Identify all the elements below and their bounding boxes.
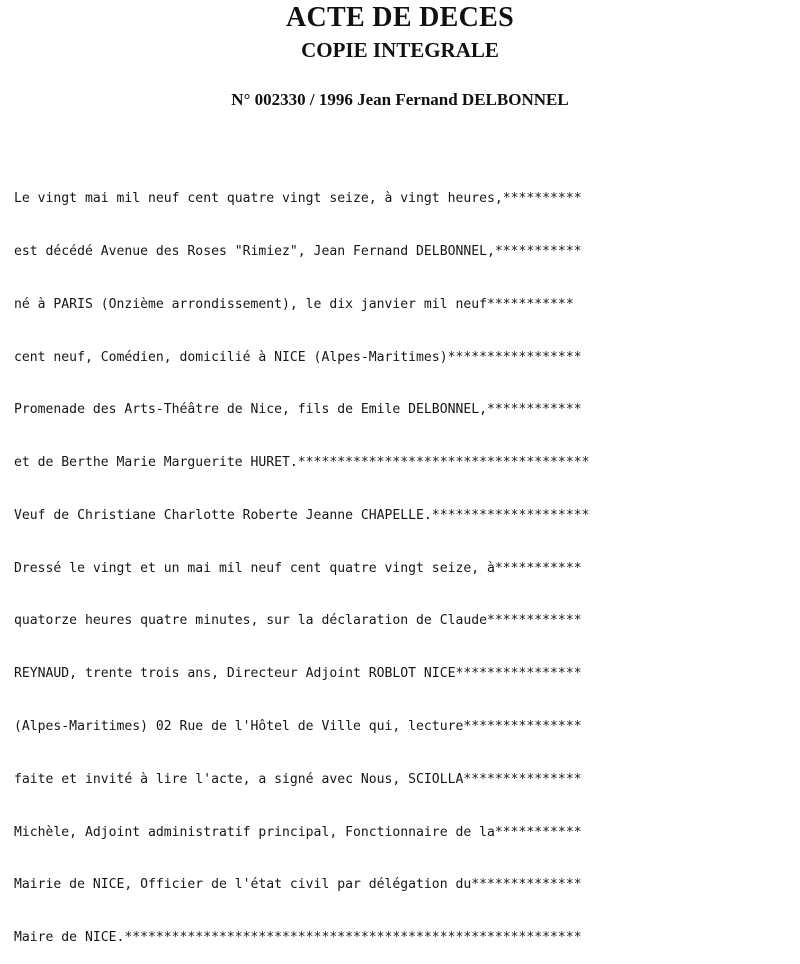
- body-line: Le vingt mai mil neuf cent quatre vingt seize, à vingt heures,**********: [14, 191, 582, 207]
- document-title: ACTE DE DECES: [286, 2, 514, 33]
- document-subtitle: COPIE INTEGRALE: [301, 38, 499, 62]
- body-line: Maire de NICE.**********************************************************: [14, 930, 582, 946]
- body-line: cent neuf, Comédien, domicilié à NICE (Alpes-Maritimes)*****************: [14, 349, 582, 365]
- body-line: quatorze heures quatre minutes, sur la déclaration de Claude************: [14, 613, 582, 629]
- body-line: et de Berthe Marie Marguerite HURET.*************************************: [14, 455, 590, 471]
- body-line: Dressé le vingt et un mai mil neuf cent quatre vingt seize, à***********: [14, 560, 582, 576]
- body-line: est décédé Avenue des Roses "Rimiez", Jean Fernand DELBONNEL,***********: [14, 243, 582, 259]
- body-line: REYNAUD, trente trois ans, Directeur Adjoint ROBLOT NICE****************: [14, 666, 582, 682]
- document-reference: N° 002330 / 1996 Jean Fernand DELBONNEL: [231, 90, 569, 109]
- body-line: Promenade des Arts-Théâtre de Nice, fils de Emile DELBONNEL,************: [14, 402, 582, 418]
- body-line: Michèle, Adjoint administratif principal, Fonctionnaire de la***********: [14, 824, 582, 840]
- document-body: [14, 155, 794, 964]
- body-line: Veuf de Christiane Charlotte Roberte Jeanne CHAPELLE.********************: [14, 507, 590, 523]
- body-line: Mairie de NICE, Officier de l'état civil par délégation du**************: [14, 877, 582, 893]
- body-line: né à PARIS (Onzième arrondissement), le dix janvier mil neuf***********: [14, 296, 574, 312]
- body-line: (Alpes-Maritimes) 02 Rue de l'Hôtel de Ville qui, lecture***************: [14, 719, 582, 734]
- body-line: faite et invité à lire l'acte, a signé avec Nous, SCIOLLA***************: [14, 771, 582, 787]
